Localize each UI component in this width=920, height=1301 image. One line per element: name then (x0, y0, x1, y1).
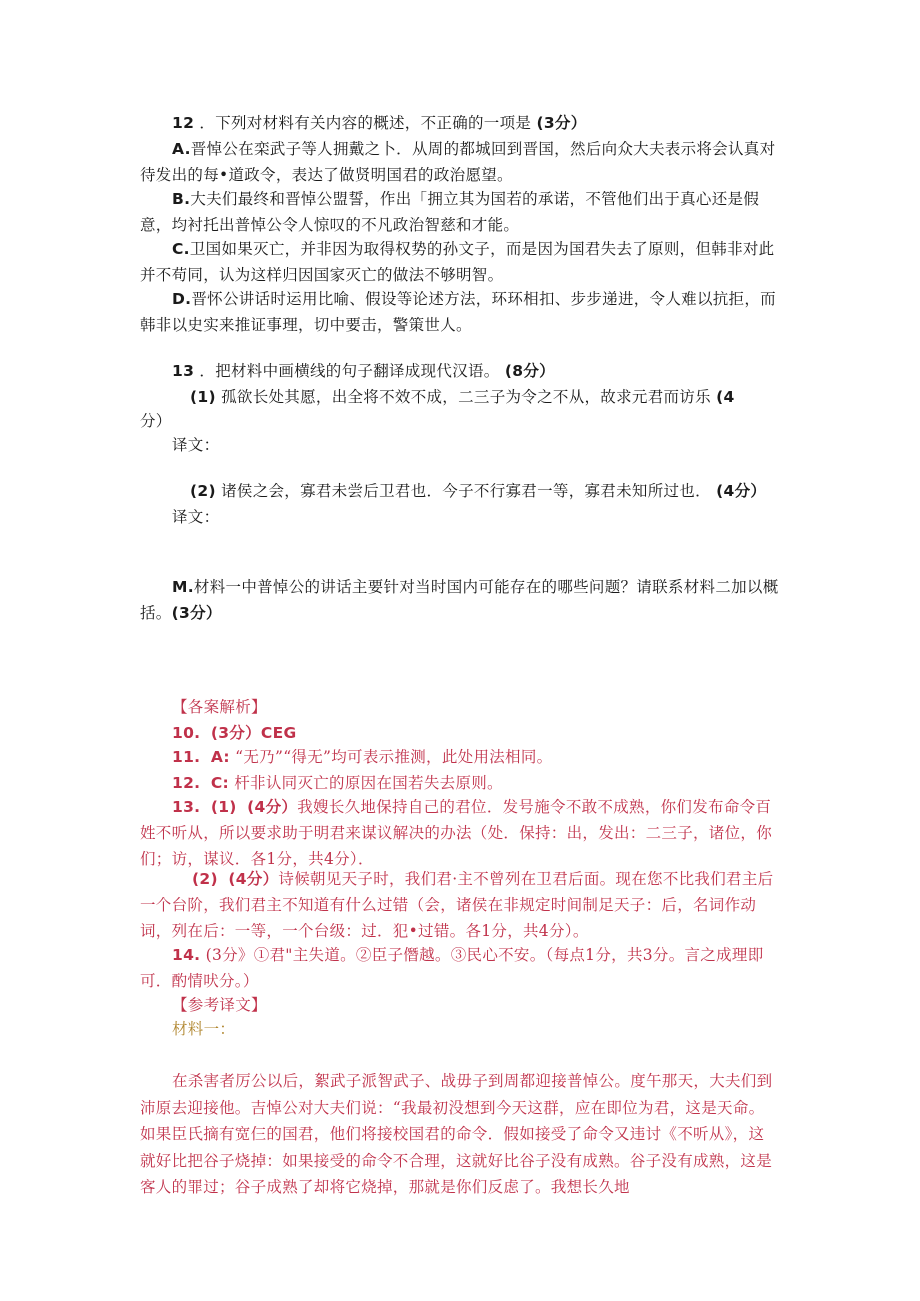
answer-10 (172, 720, 296, 746)
q13-stem (172, 358, 555, 384)
answer-11-label: A: (210, 748, 230, 766)
answer-13-1-score: (4分） (247, 798, 298, 816)
option-c-text: 卫国如果灭亡，并非因为取得权势的孙文子，而是因为国君失去了原则，但韩非对此并不苟同，认为这样归因国家灭亡的做法不够明智。 (140, 240, 775, 284)
answer-10-number: 10. (172, 724, 201, 742)
answer-12-label: C: (210, 774, 230, 792)
reference-subtitle: 材料一： (172, 1020, 236, 1038)
q12-stem (172, 110, 587, 136)
q12-option-a (140, 136, 780, 188)
answer-13-2-text: 诗候朝见天子时，我们君·主不曾列在卫君后面。现在您不比我们君主后一个台阶，我们君主不知道有什么过错（会，诸侯在非规定时间制足天子：后，名词作动词，列在后：一等，一个台级：过．犯•过错。各1分，共4分）。 (140, 870, 774, 940)
answer-13-2-score: (4分） (228, 870, 279, 888)
option-d-label: D. (172, 290, 192, 308)
q13-s1-score-tail: 分） (140, 412, 172, 430)
answer-12-text: 杆非认同灭亡的原因在国若失去原则。 (234, 774, 503, 792)
reference-body: 在杀害者厉公以后，絮武子派智武子、战毋子到周都迎接普悼公。度午那天，大夫们到沛原去迎接他。吉悼公对大夫们说：“我最初没想到今天这群，应在即位为君，这是天命。如果臣氏摘有宽仨的国君，他们将接校国君的命令．假如接受了命令又违讨《不听从》，这就好比把谷子烧掉：如果接受的命令不合理，这就好比谷子没有成熟。谷子没有成熟，这是客人的罪过；谷子成熟了却将它烧掉，那就是你们反虑了。我想长久地 (140, 1072, 773, 1196)
answer-14-number: 14. (172, 946, 201, 964)
reference-title: 【参考译文】 (172, 996, 267, 1014)
answer-13-2-number: (2) (192, 870, 218, 888)
answer-13-1 (140, 794, 780, 872)
option-b-text: 大夫们最终和晋悼公盟誓，作出「拥立其为国若的承诺，不管他们出于真心还是假意，均衬托出普悼公令人惊叹的不凡政治智慈和才能。 (140, 190, 760, 234)
q12-score: (3分） (536, 114, 587, 132)
q14-body: 材料一中普悼公的讲话主要针对当时国内可能存在的哪些问题？请联系材料二加以概括。 (140, 578, 779, 622)
answer-13-2 (140, 866, 780, 944)
option-c-label: C. (172, 240, 190, 258)
answer-13-1-text: 我嫂长久地保持自己的君位．发号施令不敢不成熟，你们发布命令百姓不听从，所以要求助于明君来谋议解决的办法（处．保持：出，发出：二三子，诸位，你们；访，谋议．各1分，共4分）． (140, 798, 773, 868)
option-b-label: B. (172, 190, 191, 208)
q12-option-d (140, 286, 780, 338)
q13-sentence-2 (190, 478, 790, 504)
option-a-label: A. (172, 140, 191, 158)
q14-number: M. (172, 578, 194, 596)
q13-sentence-1 (190, 384, 790, 410)
s1-number: (1) (190, 388, 216, 406)
q14-score: (3分） (171, 604, 222, 622)
answer-13-1-number: (1) (210, 798, 237, 816)
s1-text: 孤欲长处其愿，出全将不效不成，二三子为令之不从，故求元君而访乐 (221, 388, 711, 406)
q14-text (140, 574, 780, 626)
answer-11-text: “无乃”“得无”均可表示推测，此处用法相同。 (235, 748, 553, 766)
option-a-text: 晋悼公在栾武子等人拥戴之卜．从周的都城回到晋国，然后向众大夫表示将会认真对待发出的每•道政令，表达了做贤明国君的政治愿望。 (140, 140, 776, 184)
q12-option-b (140, 186, 780, 238)
answer-12-number: 12. (172, 774, 201, 792)
answer-13-number: 13. (172, 798, 201, 816)
s1-score: (4 (716, 388, 735, 406)
s2-score: (4分） (716, 482, 767, 500)
q12-number: 12 (172, 114, 195, 132)
answer-14 (140, 942, 780, 994)
answer-11 (172, 744, 552, 770)
q13-score: (8分） (504, 362, 555, 380)
s2-number: (2) (190, 482, 216, 500)
option-d-text: 晋怀公讲话时运用比喻、假设等论述方法，环环相扣、步步递进，令人难以抗拒，而韩非以史实来推证事理，切中要击，警策世人。 (140, 290, 776, 334)
q12-stem-text: ．下列对材料有关内容的概述，不正确的一项是 (199, 114, 532, 132)
answers-title: 【各案解析】 (172, 698, 267, 716)
q13-stem-text: ．把材料中画横线的句子翻译成现代汉语。 (199, 362, 500, 380)
translation-label-2: 译文： (172, 508, 220, 526)
q12-option-c (140, 236, 780, 288)
translation-label-1: 译文： (172, 436, 220, 454)
answer-10-text: (3分）CEG (210, 724, 297, 742)
s2-text: 诸侯之会，寡君未尝后卫君也．今子不行寡君一等，寡君未知所过也． (221, 482, 711, 500)
answer-11-number: 11. (172, 748, 201, 766)
answer-14-text: (3分》①君"主失道。②臣子僭越。③民心不安。（每点1分，共3分。言之成理即可．酌情吠分。） (140, 946, 764, 990)
answer-12 (172, 770, 503, 796)
q13-number: 13 (172, 362, 195, 380)
